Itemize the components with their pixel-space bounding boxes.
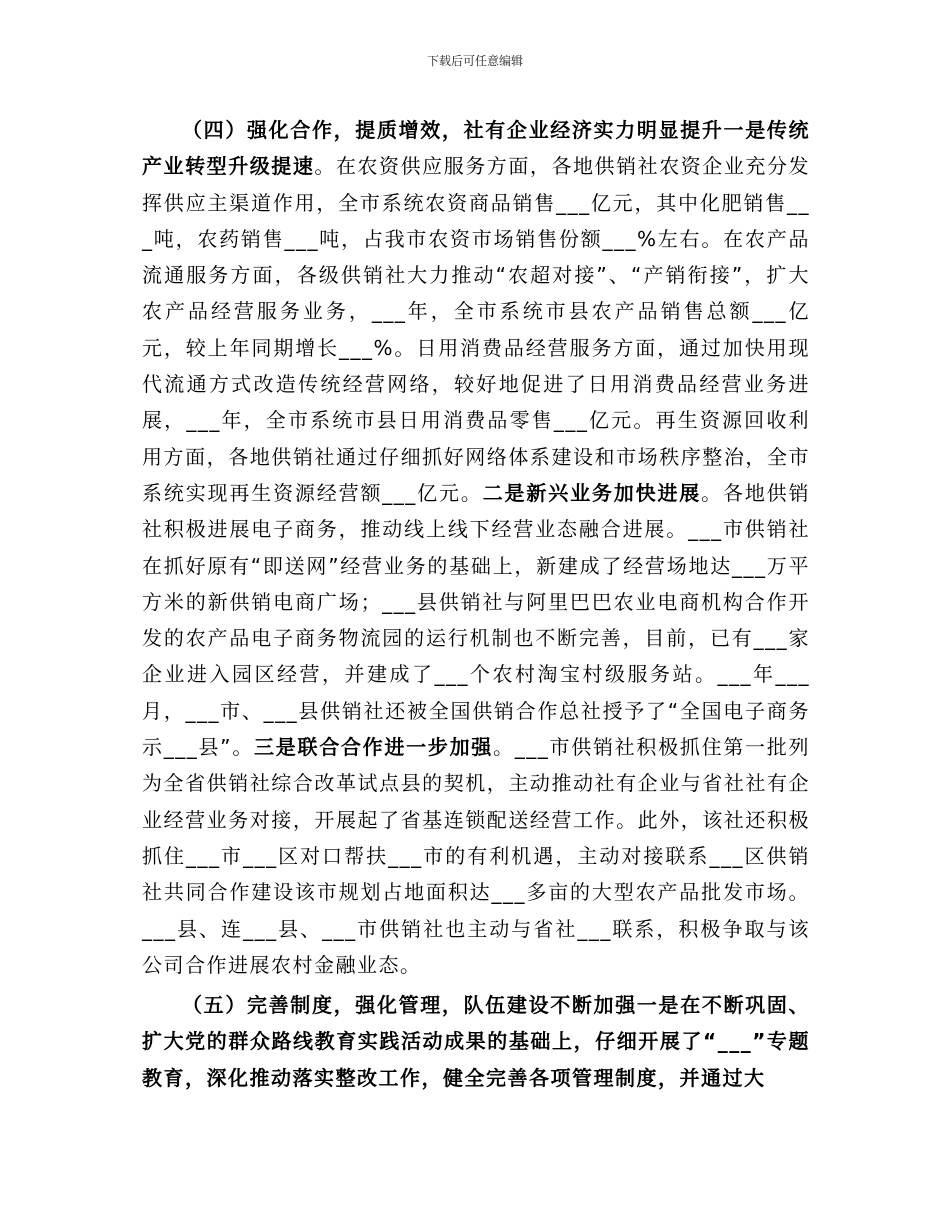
section-4-point-1-body: 。在农资供应服务方面，各地供销社农资企业充分发挥供应主渠道作用，全市系统农资商品销售___亿元，其中化肥销售___吨，农药销售___吨，占我市农资市场销售份额___%左右。在农产品流通服务方面，各级供销社大力推动“农超对接”、“产销衔接”，扩大农产品经营服务业务，___年，全市系统市县农产品销售总额___亿元，较上年同期增长___%。日用消费品经营服务方面，通过加快用现代流通方式改造传统经营网络，较好地促进了日用消费品经营业务进展，___年，全市系统市县日用消费品零售___亿元。再生资源回收利用方面，各地供销社通过仔细抓好网络体系建设和市场秩序整治，全市系统实现再生资源经营额___亿元。 (142, 154, 811, 505)
page-header-note: 下载后可任意编辑 (426, 54, 523, 68)
paragraph-section-5 (142, 987, 810, 1096)
section-4-point-2-body: 。各地供销社积极进展电子商务，推动线上线下经营业态融合进展。___市供销社在抓好原有“即送网”经营业务的基础上，新建成了经营场地达___万平方米的新供销电商广场；___县供销社与阿里巴巴农业电商机构合作开发的农产品电子商务物流园的运行机制也不断完善，目前，已有___家企业进入园区经营，并建成了___个农村淘宝村级服务站。___年___月，___市、___县供销社还被全国供销合作总社授予了“全国电子商务示___县”。 (142, 480, 811, 760)
section-4-heading: （四）强化合作，提质增效，社有企业经济实力明显提升 (182, 118, 724, 142)
section-4-point-3-body: 。___市供销社积极抓住第一批列为全省供销社综合改革试点县的契机，主动推动社有企业与省社社有企业经营业务对接，开展起了省基连锁配送经营工作。此外，该社还积极抓住___市___区对口帮扶___市的有利机遇，主动对接联系___区供销社共同合作建设该市规划占地面积达___多亩的大型农产品批发市场。___县、连___县、___市供销社也主动与省社___联系，积极争取与该公司合作进展农村金融业态。 (142, 735, 811, 977)
document-body (142, 112, 810, 1096)
section-4-point-3-title: 三是联合合作进一步加强 (254, 735, 494, 760)
section-5-point-1: 一是在不断巩固、扩大党的群众路线教育实践活动成果的基础上，仔细开展了“___”专题教育，深化推动落实整改工作，健全完善各项管理制度，并通过大 (142, 993, 811, 1090)
section-4-point-2-title: 二是新兴业务加快进展 (482, 480, 702, 505)
paragraph-section-4 (142, 112, 810, 983)
section-4-point-1-title: 一是传统产业转型升级提速 (142, 118, 811, 179)
section-5-heading: （五）完善制度，强化管理，队伍建设不断加强 (182, 993, 637, 1018)
